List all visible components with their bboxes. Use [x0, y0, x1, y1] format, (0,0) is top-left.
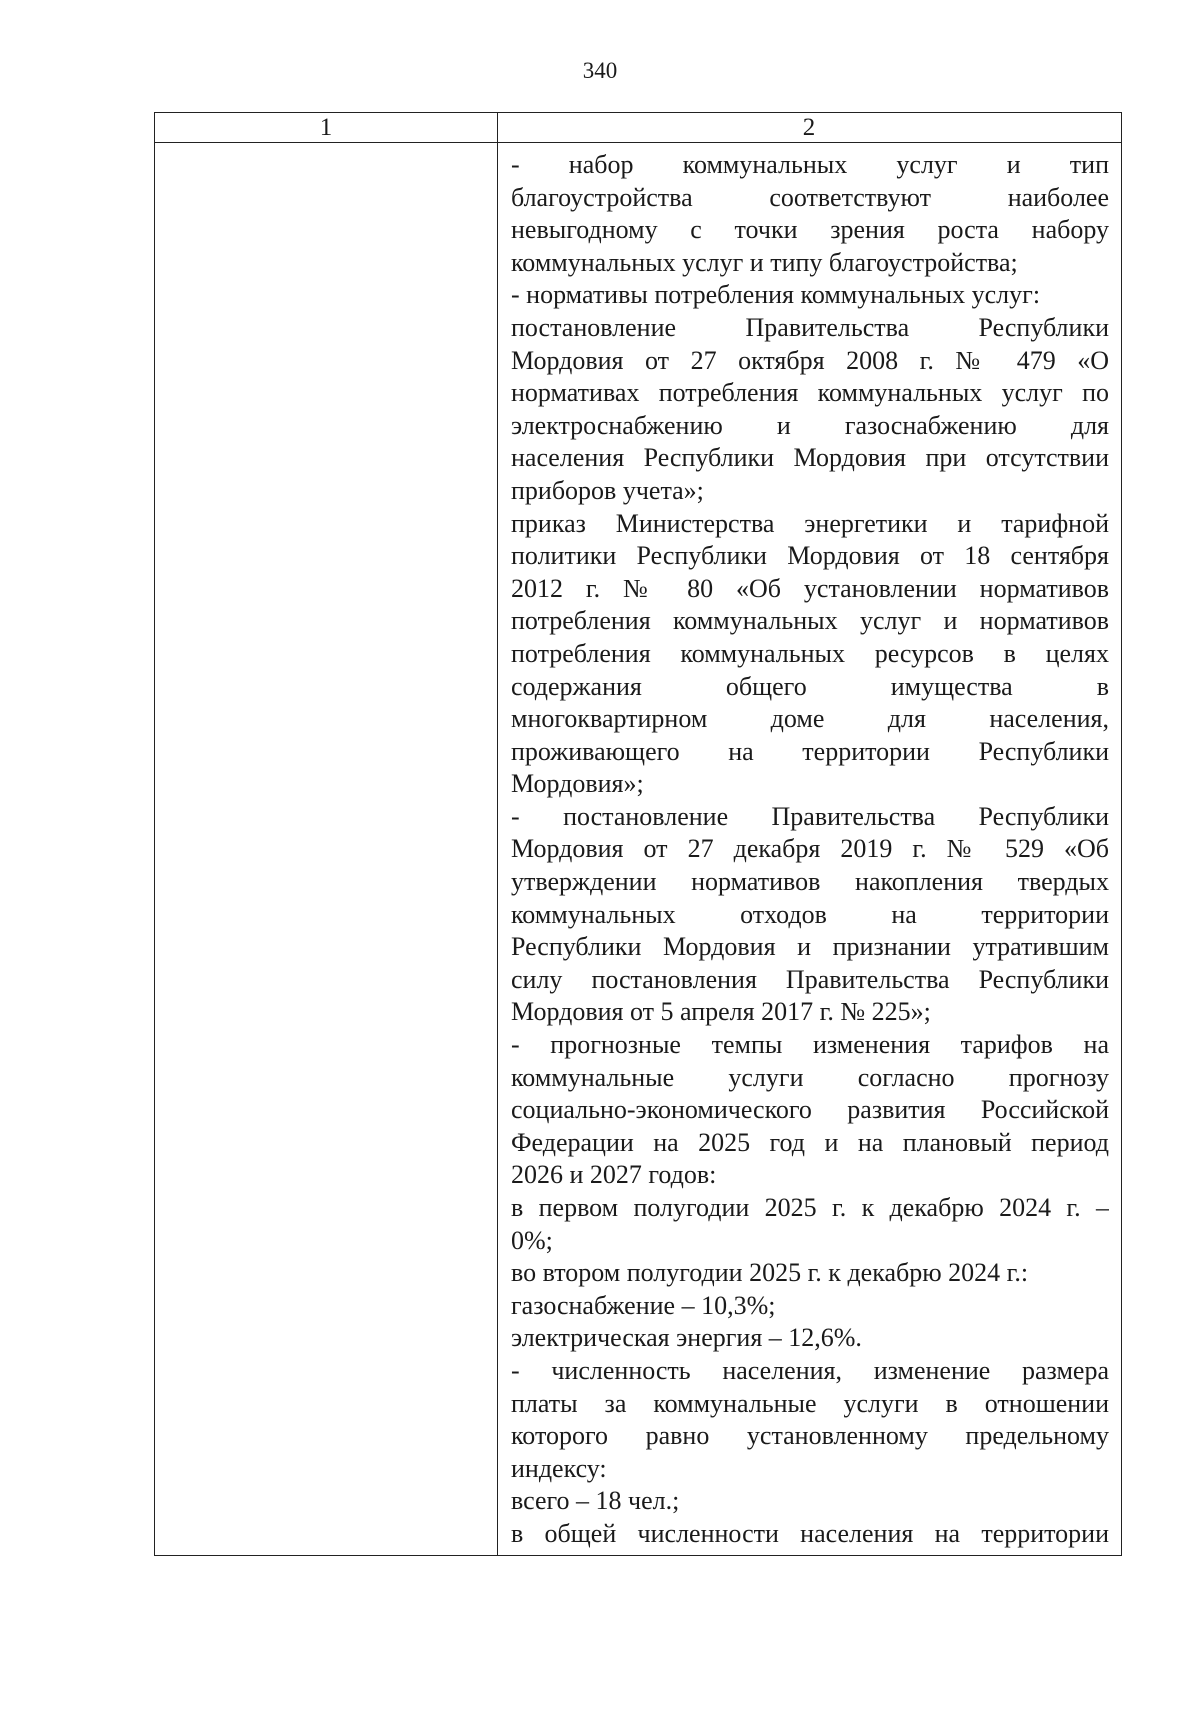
- text-line: Мордовия от 27 октября 2008 г. № 479 «О: [511, 345, 1109, 375]
- text-line: электроснабжению и газоснабжению для: [511, 410, 1109, 440]
- column-2-content: [511, 149, 1109, 1551]
- text-line: в общей численности населения на территории: [511, 1518, 1109, 1548]
- text-line: проживающего на территории Республики: [511, 736, 1109, 766]
- text-line: - прогнозные темпы изменения тарифов на: [511, 1030, 1109, 1060]
- text-line: электрическая энергия – 12,6%.: [511, 1323, 862, 1353]
- text-line: в первом полугодии 2025 г. к декабрю 2024 г. –: [511, 1193, 1109, 1222]
- text-line: коммунальных отходов на территории: [511, 899, 1109, 929]
- column-header-1: 1: [319, 114, 333, 141]
- text-line: 2026 и 2027 годов:: [511, 1160, 717, 1190]
- text-line: политики Республики Мордовия от 18 сентября: [511, 541, 1109, 571]
- text-line: утверждении нормативов накопления твердых: [511, 867, 1109, 897]
- text-line: Республики Мордовия и признании утратившим: [511, 932, 1109, 962]
- text-line: всего – 18 чел.;: [511, 1486, 680, 1516]
- text-line: коммунальных услуг и типу благоустройства;: [511, 247, 1018, 277]
- text-line: газоснабжение – 10,3%;: [511, 1290, 776, 1320]
- text-line: потребления коммунальных ресурсов в целях: [511, 638, 1109, 668]
- text-line: приказ Министерства энергетики и тарифной: [511, 508, 1109, 538]
- text-line: коммунальные услуги согласно прогнозу: [511, 1062, 1109, 1092]
- text-line: нормативах потребления коммунальных услуг по: [511, 378, 1109, 408]
- text-line: приборов учета»;: [511, 475, 704, 505]
- text-line: - набор коммунальных услуг и тип: [511, 150, 1109, 179]
- text-line: Мордовия от 27 декабря 2019 г. № 529 «Об: [511, 834, 1109, 864]
- page-number: 340: [582, 58, 618, 83]
- column-header-2: 2: [802, 114, 816, 141]
- text-line: платы за коммунальные услуги в отношении: [511, 1388, 1109, 1418]
- text-line: благоустройства соответствуют наиболее: [511, 182, 1109, 212]
- text-line: 2012 г. № 80 «Об установлении нормативов: [511, 573, 1109, 603]
- text-line: Мордовия от 5 апреля 2017 г. № 225»;: [511, 997, 931, 1027]
- text-line: Мордовия»;: [511, 769, 644, 799]
- text-line: Федерации на 2025 год и на плановый период: [511, 1127, 1109, 1157]
- text-line: содержания общего имущества в: [511, 671, 1109, 701]
- text-line: силу постановления Правительства Республики: [511, 964, 1109, 994]
- text-line: во втором полугодии 2025 г. к декабрю 2024 г.:: [511, 1258, 1029, 1288]
- text-line: невыгодному с точки зрения роста набору: [511, 215, 1109, 245]
- text-line: многоквартирном доме для населения,: [511, 704, 1109, 734]
- text-line: социально-экономического развития Российской: [511, 1095, 1109, 1125]
- text-line: потребления коммунальных услуг и нормативов: [511, 606, 1109, 636]
- document-table: [154, 112, 1122, 1556]
- text-line: - численность населения, изменение размера: [511, 1355, 1109, 1385]
- text-line: - постановление Правительства Республики: [511, 801, 1109, 831]
- text-line: 0%;: [511, 1225, 553, 1255]
- text-line: населения Республики Мордовия при отсутствии: [511, 443, 1109, 473]
- text-line: индексу:: [511, 1453, 607, 1483]
- column-divider: [497, 113, 498, 1555]
- text-line: постановление Правительства Республики: [511, 312, 1109, 342]
- table-header-row: [155, 113, 1121, 143]
- text-line: которого равно установленному предельному: [511, 1421, 1109, 1451]
- text-line: - нормативы потребления коммунальных услуг:: [511, 280, 1041, 310]
